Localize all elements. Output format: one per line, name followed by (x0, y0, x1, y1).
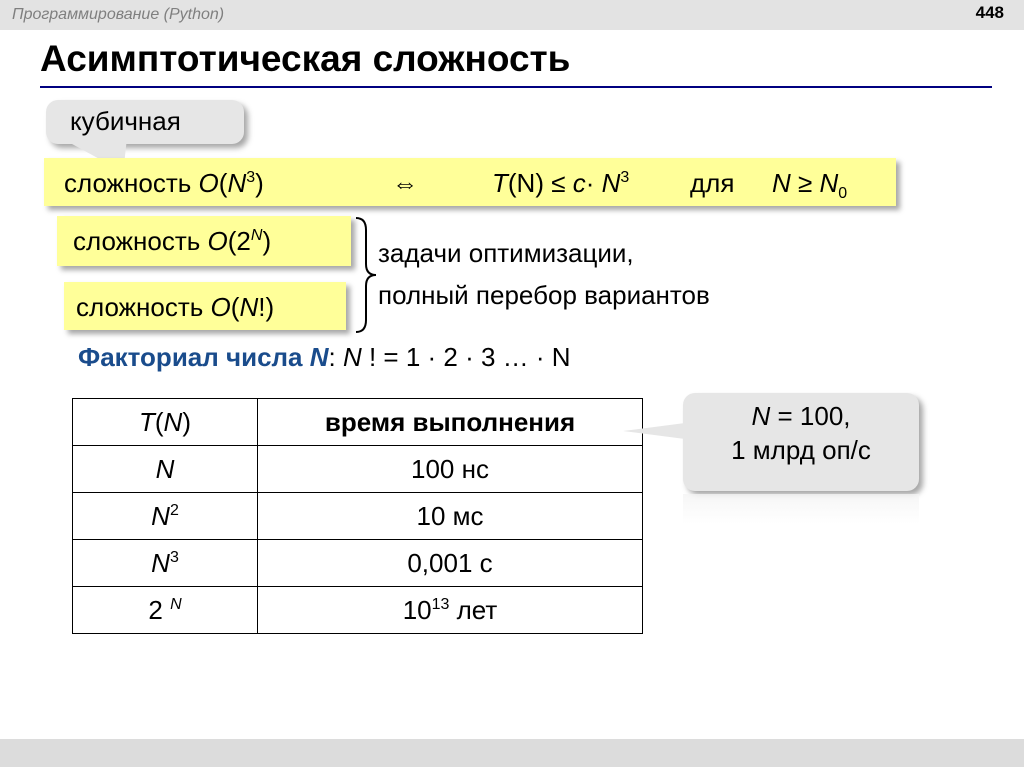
course-title: Программирование (Python) (12, 6, 225, 23)
table-cell-complexity: $N^2$ (73, 493, 258, 540)
header-bar (0, 0, 1024, 30)
callout-params-line2: 1 млрд оп/с (731, 435, 871, 465)
slide-title: Асимптотическая сложность (40, 38, 571, 79)
callout-params-line1: N = 100, (751, 401, 851, 431)
table-row (73, 446, 643, 493)
equivalence-symbol: ⇔ (392, 168, 418, 198)
exponential-complexity-box (57, 216, 351, 266)
callout-pointer (623, 423, 685, 439)
footer-bar (0, 739, 1024, 767)
exp-formula: сложность $O(2^N)$ (73, 226, 272, 256)
callout-reflection (683, 494, 919, 524)
factorial-complexity-box (64, 282, 346, 330)
fact-formula: сложность O(N!) (76, 292, 275, 322)
cubic-formula-left: сложность $O(N^3)$ (64, 168, 264, 198)
factorial-label: Факториал числа N (78, 342, 329, 372)
cubic-formula-for: для (690, 168, 735, 198)
table-cell-complexity: 2 $^N$ (73, 587, 258, 634)
table-header-time: время выполнения (258, 399, 643, 446)
table-header-tn: T(N) (73, 399, 258, 446)
table-row (73, 587, 643, 634)
table-cell-time: 0,001 с (258, 540, 643, 587)
callout-cubic (46, 100, 244, 144)
cubic-complexity-box (44, 158, 896, 206)
title-underline (40, 86, 992, 88)
brace-text-line1: задачи оптимизации, (378, 238, 634, 268)
cubic-formula-right: $T(N) \le c\cdot N^3$ (492, 168, 630, 198)
page-number: 448 (975, 3, 1004, 22)
complexity-table (72, 398, 643, 634)
table-row (73, 540, 643, 587)
curly-brace-icon (352, 216, 378, 334)
callout-parameters (683, 393, 919, 491)
table-header-row (73, 399, 643, 446)
callout-cubic-text: кубичная (70, 106, 181, 136)
table-cell-complexity: $N^3$ (73, 540, 258, 587)
table-cell-time: 100 нс (258, 446, 643, 493)
table-row (73, 493, 643, 540)
cubic-formula-condition: $N \ge N_0$ (772, 168, 848, 202)
table-cell-complexity: N (73, 446, 258, 493)
table-cell-time: 10 мс (258, 493, 643, 540)
brace-text-line2: полный перебор вариантов (378, 280, 710, 310)
table-cell-time: $10^{13}$ лет (258, 587, 643, 634)
factorial-definition: Факториал числа N: N ! = 1 · 2 · 3 … · N (78, 342, 571, 372)
